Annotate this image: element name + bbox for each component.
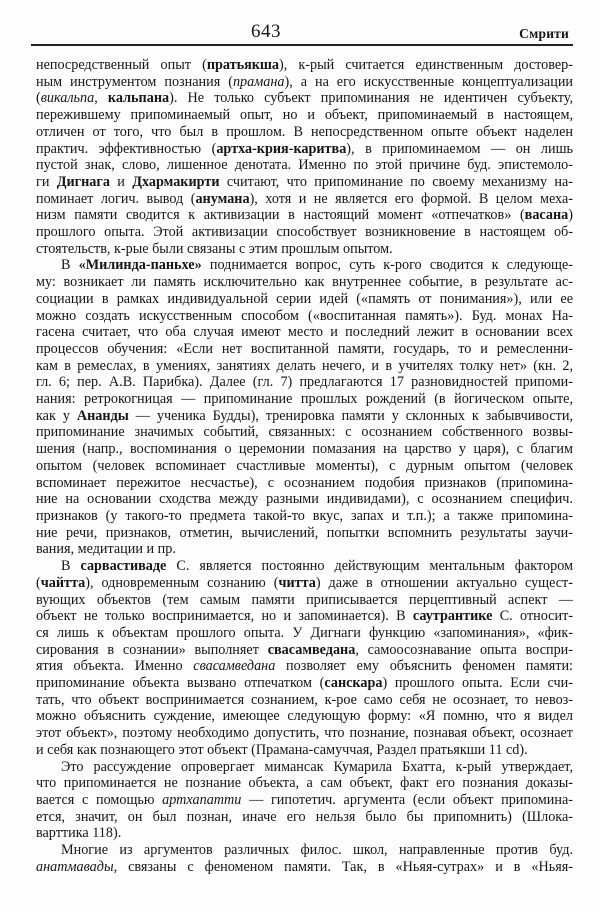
text-line: пережившему припоминаемый опыт, но и объект, припоминаемый в настоящем, <box>36 107 573 124</box>
text-line: ется, значит, он был познан, иначе его нельзя было бы припомнить) (Шлока- <box>36 808 573 825</box>
text-line: ным инструментом познания (прамана), а на его искусственные концептуализации <box>36 73 573 90</box>
text-line: опытом (человек вспоминает счастливые моменты), с дурным опытом (человек <box>36 457 573 474</box>
text-line: (викальпа, кальпана). Не только субъект припоминания не идентичен субъекту, <box>36 90 573 107</box>
text-line: можно объяснить суждение, имеющее следующую форму: «Я помню, что я видел <box>36 708 573 725</box>
text-line: и себя как познающего этот объект (Прамана-самуччая, Раздел пратьякши 11 cd). <box>36 741 528 758</box>
text-line: ятия объекта. Именно свасамведана позволяет ему объяснить феномен памяти: <box>36 658 573 675</box>
text-line: как у Ананды — ученика Будды), тренировка памяти у склонных к забывчивости, <box>36 407 573 424</box>
article-body <box>36 57 573 875</box>
running-title: Смрити <box>519 26 569 41</box>
text-line: низм памяти сводится к активизации в настоящий момент «отпечатков» (васана) <box>36 207 573 224</box>
text-line: социации в рамках индивидуальной серии идей («память от понимания»), или ее <box>36 290 573 307</box>
paragraph <box>36 759 573 843</box>
text-line: Это рассуждение опровергает мимансак Кумарила Бхатта, к-рый утверждает, <box>61 758 573 775</box>
page-header <box>0 0 600 44</box>
text-line: В сарвастиваде С. является постоянно действующим ментальным фактором <box>61 558 573 575</box>
paragraph <box>36 842 573 875</box>
text-line: вания, медитации и пр. <box>36 541 176 558</box>
text-line: шения (напр., воспоминания о церемонии помазания на царство у царя), с благим <box>36 441 573 458</box>
text-line: му: возникает ли память исключительно как внутреннее событие, в результате ас- <box>36 274 573 291</box>
text-line: объект не только воспринимается, но и запоминается). В саутрантике С. относит- <box>36 608 573 625</box>
page-number: 643 <box>251 21 281 42</box>
text-line: гасена считает, что оба случая имеют место и последний лежит в основании всех <box>36 324 573 341</box>
text-line: непосредственный опыт (пратьякша), к-рый считается единственным достовер- <box>36 57 574 73</box>
text-line: поминает логич. вывод (анумана), хотя и не является его формой. В целом меха- <box>36 190 573 207</box>
text-line: кам в ремеслах, в умениях, занятиях делать нечего, и в учителях толку нет» (кн. 2, <box>36 357 573 374</box>
text-line: стоятельств, к-рые были связаны с этим прошлым опытом. <box>36 240 393 257</box>
text-line: (чайтта), одновременным сознанию (читта) даже в отношении актуально сущест- <box>36 574 573 591</box>
text-line: анатмавады, связаны с феноменом памяти. Так, в «Ньяя-сутрах» и в «Ньяя- <box>36 858 573 875</box>
text-line: прошлого опыта. Этой активизации способствует возникновение в настоящем об- <box>36 224 573 241</box>
text-line: припоминание объекта вызвано отпечатком (санскара) прошлого опыта. Если счи- <box>36 675 574 692</box>
text-line: сирования в сознании» выполняет свасамведана, самоосознавание опыта воспри- <box>36 641 573 658</box>
text-line: нания: ретрокогницая — припоминание прошлых рождений (в йогическом опыте, <box>36 391 573 408</box>
text-line: процессов обучения: «Если нет воспитанной памяти, государь, то и ремесленни- <box>36 340 573 357</box>
paragraph <box>36 257 573 558</box>
text-line: варттика 118). <box>36 825 122 842</box>
text-line: тать, что объект воспринимается сознанием, к-рое само себя не осознает, то невоз- <box>36 691 573 708</box>
text-line: ние речи, признаков, отметин, вычислений, попытки вспомнить результаты заучи- <box>36 524 573 541</box>
text-line: ние на основании сходства между разными индивидами), с осознанием специфич. <box>36 491 573 508</box>
text-line: вается с помощью артхапатти — гипотетич. аргумента (если объект припомина- <box>36 791 573 808</box>
text-line: ги Дигнага и Дхармакирти считают, что припоминание по своему механизму на- <box>36 173 573 190</box>
text-line: что припоминается не познание объекта, а сам объект, факт его познания доказы- <box>36 775 573 792</box>
text-line: В «Милинда-паньхе» поднимается вопрос, суть к-рого сводится к следующе- <box>61 257 573 274</box>
text-line: Многие из аргументов различных филос. школ, направленные против буд. <box>61 842 573 859</box>
header-rule <box>31 44 573 46</box>
text-line: практич. эффективностью (артха-крия-каритва), в припоминаемом — он лишь <box>36 140 573 157</box>
text-line: припоминание значимых событий, связанных: с осознанием собственного возвы- <box>36 424 573 441</box>
text-line: ся лишь к объектам прошлого опыта. У Дигнаги функцию «запоминания», «фик- <box>36 624 573 641</box>
text-line: отличен от того, что был в прошлом. В непосредственном опыте объект наделен <box>36 123 573 140</box>
text-line: этот объект», поэтому необходимо допустить, что познание, познавая объект, осознает <box>36 725 573 742</box>
paragraph <box>36 57 573 257</box>
paragraph <box>36 558 573 758</box>
text-line: вспоминает пережитое несчастье), с осознанием подобия признаков (припомина- <box>36 474 573 491</box>
text-line: признаков (у такого-то предмета такой-то вкус, запах и т.п.); а также припомина- <box>36 507 573 524</box>
text-line: можно создать искусственным способом («воспитанная память»). Буд. монах На- <box>36 307 573 324</box>
text-line: вующих объектов (тем самым памяти приписывается перцептивный аспект — <box>36 591 573 608</box>
text-line: пустой знак, слово, лишенное денотата. Именно по этой причине буд. эпистемоло- <box>36 157 573 174</box>
text-line: гл. 6; пер. А.В. Парибка). Далее (гл. 7) предлагаются 17 разновидностей припоми- <box>36 374 573 391</box>
